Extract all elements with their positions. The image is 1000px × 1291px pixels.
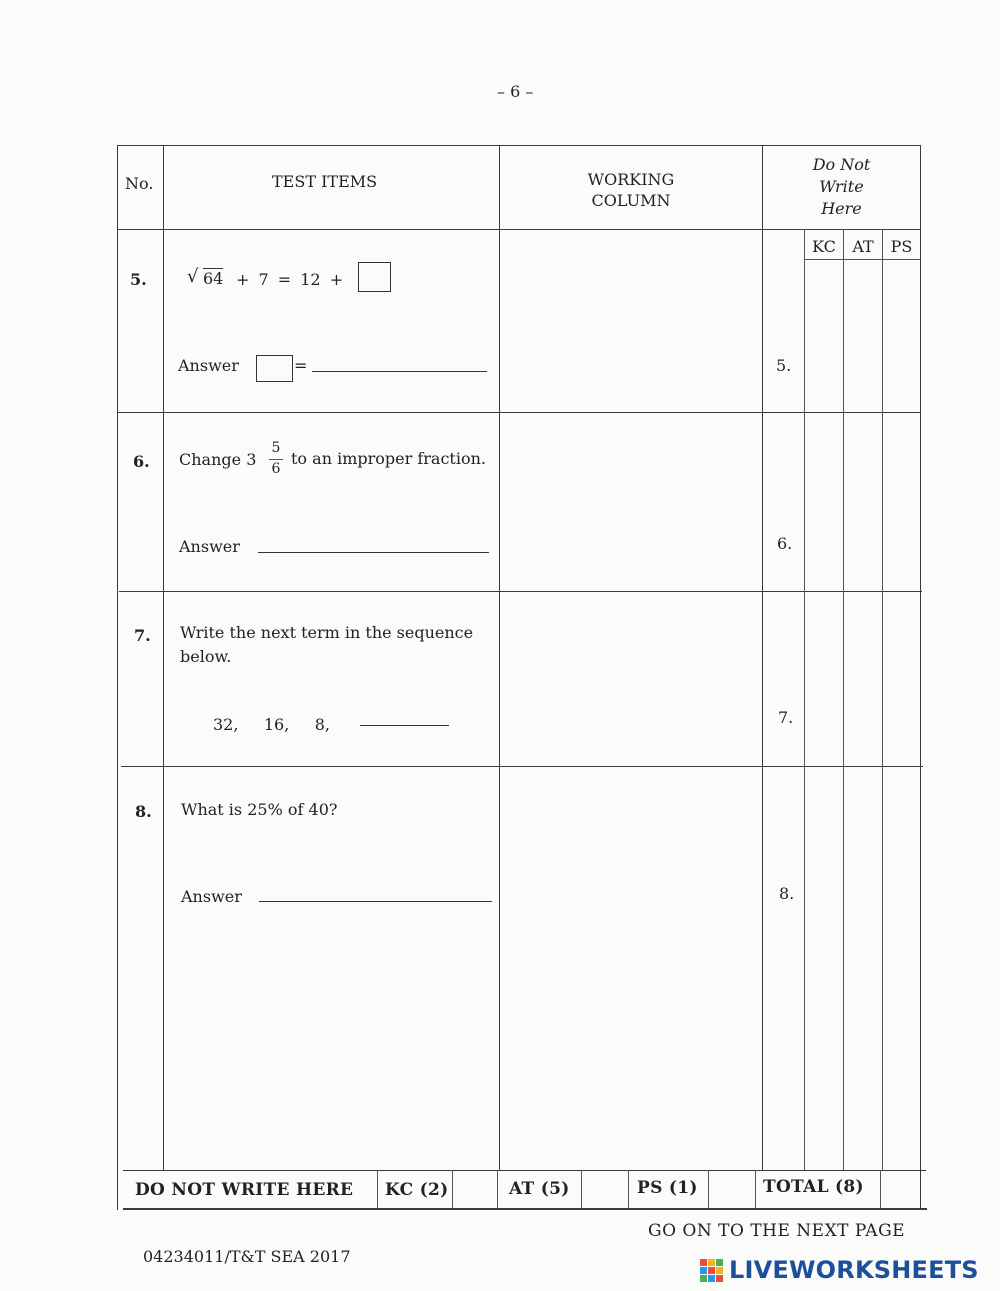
header-working-line1: WORKING (587, 170, 675, 189)
header-no: No. (125, 174, 154, 193)
footer-kc: KC (2) (385, 1180, 449, 1200)
item-5-answer-line[interactable] (312, 371, 487, 372)
item-8-mark-number: 8. (779, 884, 795, 903)
item-7-mark-number: 7. (778, 708, 794, 727)
item-6-text-before: Change 3 (179, 450, 257, 469)
item-5-equals: = (294, 356, 308, 375)
item-5-answer-box[interactable] (256, 355, 293, 382)
footer-do-not-write: DO NOT WRITE HERE (135, 1180, 354, 1200)
footer-total: TOTAL (8) (763, 1177, 864, 1197)
item-7-number: 7. (134, 626, 151, 645)
item-7-line1: Write the next term in the sequence (180, 623, 474, 642)
footer-ps: PS (1) (637, 1178, 698, 1198)
item-5-answer-label: Answer (178, 356, 239, 375)
header-ps: PS (890, 237, 913, 256)
go-on-text: GO ON TO THE NEXT PAGE (648, 1221, 906, 1241)
item-8-number: 8. (135, 802, 152, 821)
equation-rest: + 7 = 12 + (236, 270, 344, 289)
liveworksheets-wordmark: LIVEWORKSHEETS (729, 1256, 979, 1284)
header-at: AT (852, 237, 874, 256)
item-7-answer-line[interactable] (360, 725, 449, 726)
header-kc: KC (812, 237, 836, 256)
exam-code: 04234011/T&T SEA 2017 (143, 1247, 351, 1266)
item-8-answer-label: Answer (181, 887, 242, 906)
header-working-line2: COLUMN (591, 191, 671, 210)
item-6-mark-number: 6. (777, 534, 793, 553)
item-8-question: What is 25% of 40? (181, 800, 338, 819)
item-5-number: 5. (130, 270, 147, 289)
header-do-not-write-3: Here (821, 199, 862, 218)
page-number: – 6 – (497, 82, 534, 101)
liveworksheets-mark-icon (700, 1259, 723, 1282)
item-5-mark-number: 5. (776, 356, 792, 375)
item-6-answer-label: Answer (179, 537, 240, 556)
item-6-answer-line[interactable] (258, 552, 489, 553)
header-do-not-write-1: Do Not (812, 155, 871, 174)
footer-at: AT (5) (509, 1179, 570, 1199)
fraction-bar (269, 459, 283, 460)
item-8-answer-line[interactable] (259, 901, 492, 902)
liveworksheets-logo (700, 1256, 979, 1284)
sqrt-symbol: √ (187, 266, 199, 287)
header-do-not-write-2: Write (819, 177, 864, 196)
item-6-text-after: to an improper fraction. (291, 449, 486, 468)
radicand: 64 (203, 269, 224, 288)
item-7-sequence: 32, 16, 8, (213, 715, 331, 734)
fraction-numerator: 5 (271, 440, 281, 456)
equation-box[interactable] (358, 262, 391, 292)
fraction-denominator: 6 (271, 461, 281, 477)
item-6-number: 6. (133, 452, 150, 471)
item-7-line2: below. (180, 647, 232, 666)
header-test-items: TEST ITEMS (272, 172, 378, 191)
